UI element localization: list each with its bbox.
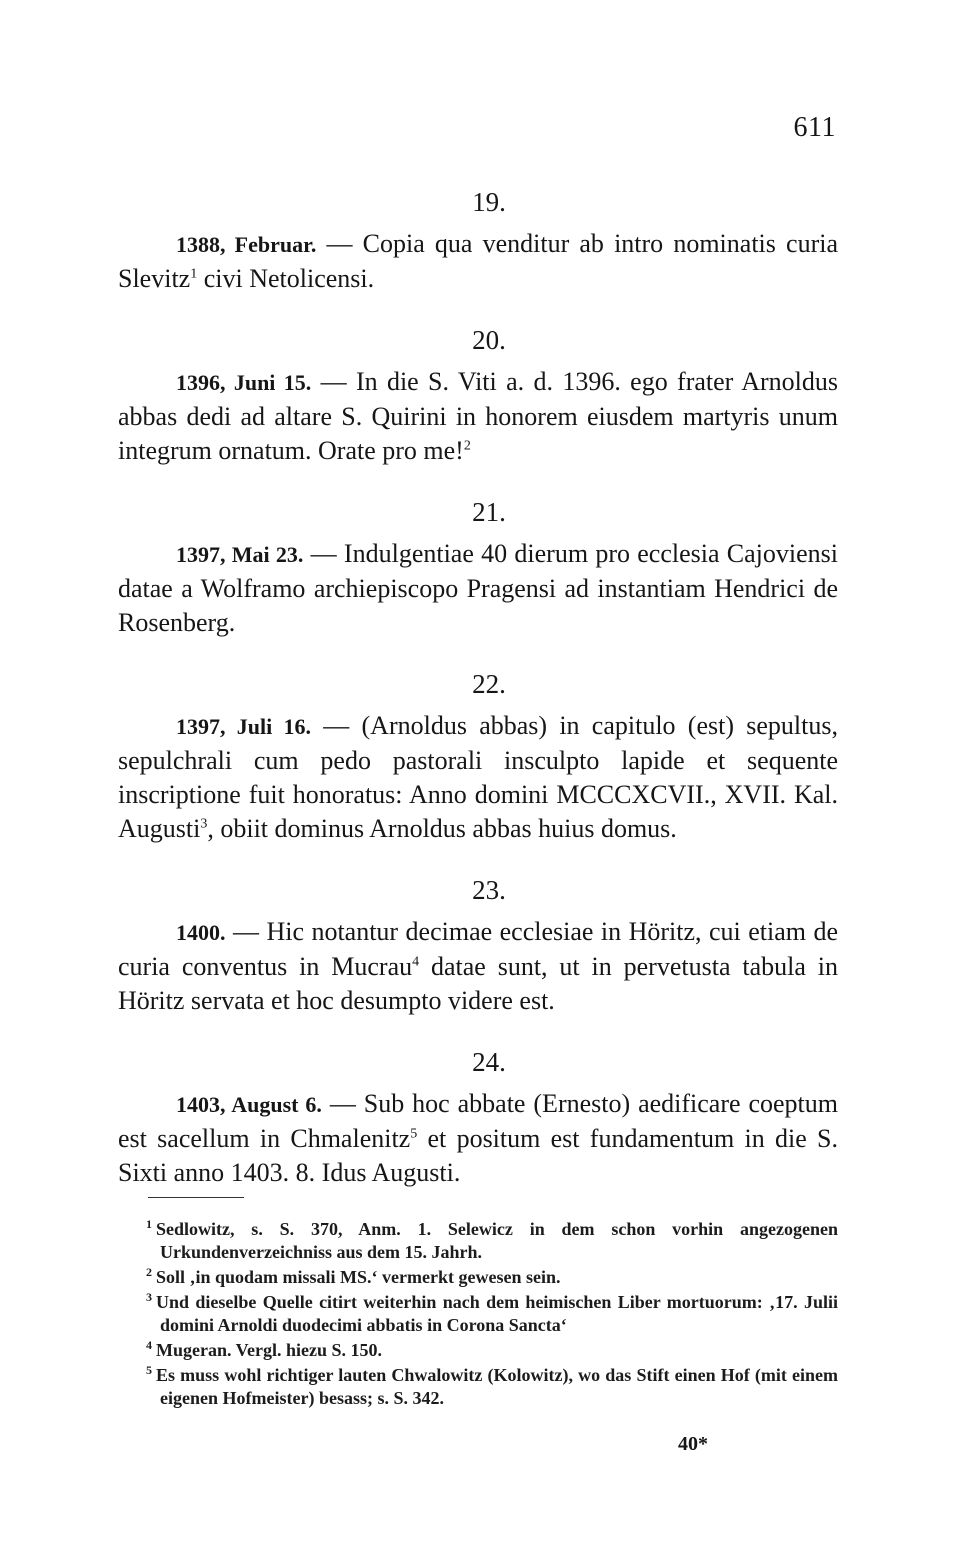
footnote-mark: 4 bbox=[146, 1338, 152, 1352]
entry-number: 21. bbox=[472, 497, 506, 527]
footnote-text: Und dieselbe Quelle citirt weiterhin nach dem heimischen Liber mortuorum: ‚17. Julii domini Arnoldi duodecimi abbatis in Corona Sancta‘ bbox=[156, 1292, 838, 1335]
footnote-text: Sedlowitz, s. S. 370, Anm. 1. Selewicz in dem schon vorhin angezogenen Urkundenverzeichniss aus dem 15. Jahrh. bbox=[156, 1219, 838, 1262]
entry-date: 1397, Mai 23. bbox=[176, 542, 304, 567]
entry-body: — Copia qua venditur ab intro nominatis curia Slevitz bbox=[118, 229, 839, 293]
entry-text bbox=[118, 1087, 838, 1190]
entry-body: — Hic notantur decimae ecclesiae in Höritz, cui etiam de curia conventus in Mucrau bbox=[118, 917, 838, 981]
footnote-5 bbox=[146, 1364, 838, 1410]
entry-date: 1388, Februar. bbox=[176, 232, 317, 257]
entry-text bbox=[118, 365, 838, 468]
entry-text bbox=[118, 537, 838, 640]
entry-number: 24. bbox=[472, 1047, 506, 1077]
entry-body-tail: et positum est fundamentum in die S. Sixti anno 1403. 8. Idus Augusti. bbox=[118, 1124, 839, 1187]
entry-date: 1397, Juli 16. bbox=[176, 714, 311, 739]
entry-text bbox=[118, 915, 838, 1018]
entry-body: — In die S. Viti a. d. 1396. ego frater Arnoldus abbas dedi ad altare S. Quirini in honorem eiusdem martyris unum integrum ornatum. Orate pro me! bbox=[118, 367, 838, 465]
entry-24 bbox=[118, 1046, 838, 1190]
footnote-ref: 2 bbox=[463, 438, 471, 454]
footnote-1 bbox=[146, 1218, 838, 1264]
footnote-3 bbox=[146, 1291, 838, 1337]
entry-body-tail: datae sunt, ut in pervetusta tabula in Höritz servata et hoc desumpto videre est. bbox=[118, 952, 838, 1015]
entry-text bbox=[118, 227, 838, 296]
entry-body: — (Arnoldus abbas) in capitulo (est) sepultus, sepulchrali cum pedo pastorali insculpto lapide et sequente inscriptione fuit honoratus: Anno domini MCCCXCVII., XVII. Kal. Augusti bbox=[118, 711, 838, 843]
entry-21 bbox=[118, 496, 838, 640]
footnote-mark: 1 bbox=[146, 1217, 152, 1231]
footnotes bbox=[146, 1218, 838, 1412]
footnote-text: Soll ‚in quodam missali MS.‘ vermerkt gewesen sein. bbox=[156, 1267, 561, 1287]
footnote-mark: 5 bbox=[146, 1363, 152, 1377]
entry-23 bbox=[118, 874, 838, 1018]
footnote-ref: 5 bbox=[410, 1126, 418, 1142]
signature-mark: 40* bbox=[678, 1433, 708, 1455]
entry-number: 23. bbox=[472, 875, 506, 905]
entry-number: 19. bbox=[472, 187, 506, 217]
page-number: 611 bbox=[793, 112, 836, 143]
footnote-2 bbox=[146, 1266, 838, 1289]
entry-19 bbox=[118, 186, 838, 296]
footnote-divider bbox=[148, 1197, 244, 1198]
entry-date: 1403, August 6. bbox=[176, 1092, 322, 1117]
footnote-text: Es muss wohl richtiger lauten Chwalowitz (Kolowitz), wo das Stift einen Hof (mit einem eigenen Hofmeister) besass; s. S. 342. bbox=[156, 1365, 838, 1408]
entry-number: 20. bbox=[472, 325, 506, 355]
footnote-ref: 4 bbox=[412, 954, 420, 970]
footnote-text: Mugeran. Vergl. hiezu S. 150. bbox=[156, 1340, 383, 1360]
entry-body: — Sub hoc abbate (Ernesto) aedificare coeptum est sacellum in Chmalenitz bbox=[118, 1089, 838, 1153]
main-text bbox=[118, 186, 838, 1190]
entry-date: 1396, Juni 15. bbox=[176, 370, 312, 395]
entry-body-tail: , obiit dominus Arnoldus abbas huius domus. bbox=[207, 814, 677, 843]
entry-body-tail: civi Netolicensi. bbox=[197, 264, 375, 293]
entry-body: — Indulgentiae 40 dierum pro ecclesia Cajoviensi datae a Wolframo archiepiscopo Pragensi ad instantiam Hendrici de Rosenberg. bbox=[118, 539, 838, 637]
footnote-ref: 3 bbox=[200, 816, 208, 832]
footnote-ref: 1 bbox=[190, 266, 198, 282]
entry-date: 1400. bbox=[176, 920, 226, 945]
entry-22 bbox=[118, 668, 838, 846]
footnote-mark: 3 bbox=[146, 1290, 152, 1304]
footnote-mark: 2 bbox=[146, 1265, 152, 1279]
entry-20 bbox=[118, 324, 838, 468]
entry-number: 22. bbox=[472, 669, 506, 699]
entry-text bbox=[118, 709, 838, 846]
footnote-4 bbox=[146, 1339, 838, 1362]
